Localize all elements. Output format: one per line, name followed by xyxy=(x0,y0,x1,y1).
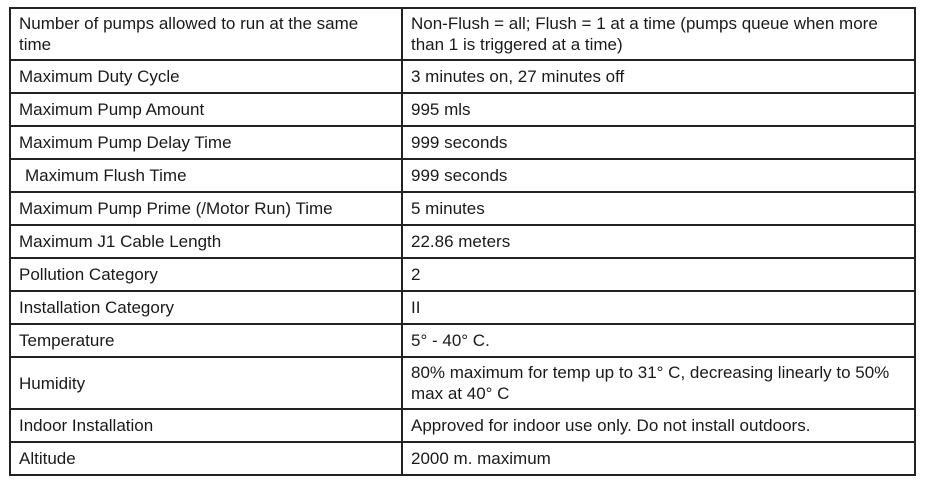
spec-label: Number of pumps allowed to run at the same time xyxy=(10,8,402,60)
spec-label: Maximum Pump Amount xyxy=(10,93,402,126)
spec-value: 80% maximum for temp up to 31° C, decreasing linearly to 50% max at 40° C xyxy=(402,357,915,409)
table-row xyxy=(10,357,915,409)
table-row xyxy=(10,225,915,258)
spec-label: Maximum Pump Delay Time xyxy=(10,126,402,159)
spec-value: 5° - 40° C. xyxy=(402,324,915,357)
spec-label: Pollution Category xyxy=(10,258,402,291)
spec-label: Maximum Pump Prime (/Motor Run) Time xyxy=(10,192,402,225)
specifications-table-body xyxy=(10,8,915,475)
table-row xyxy=(10,442,915,475)
table-row xyxy=(10,324,915,357)
table-row xyxy=(10,258,915,291)
spec-label: Maximum Duty Cycle xyxy=(10,60,402,93)
table-row xyxy=(10,126,915,159)
spec-value: II xyxy=(402,291,915,324)
table-row xyxy=(10,409,915,442)
spec-label: Maximum Flush Time xyxy=(10,159,402,192)
spec-value: 3 minutes on, 27 minutes off xyxy=(402,60,915,93)
spec-value: 999 seconds xyxy=(402,159,915,192)
spec-value: 2 xyxy=(402,258,915,291)
spec-label: Altitude xyxy=(10,442,402,475)
table-row xyxy=(10,192,915,225)
spec-label: Maximum J1 Cable Length xyxy=(10,225,402,258)
spec-value: 999 seconds xyxy=(402,126,915,159)
spec-label: Humidity xyxy=(10,357,402,409)
table-row xyxy=(10,93,915,126)
spec-value: Non-Flush = all; Flush = 1 at a time (pumps queue when more than 1 is triggered at a time) xyxy=(402,8,915,60)
spec-value: 2000 m. maximum xyxy=(402,442,915,475)
table-row xyxy=(10,8,915,60)
spec-value: 22.86 meters xyxy=(402,225,915,258)
table-row xyxy=(10,60,915,93)
spec-value: 5 minutes xyxy=(402,192,915,225)
specifications-table xyxy=(9,7,916,476)
table-row xyxy=(10,291,915,324)
table-row xyxy=(10,159,915,192)
spec-value: Approved for indoor use only. Do not install outdoors. xyxy=(402,409,915,442)
spec-value: 995 mls xyxy=(402,93,915,126)
spec-label: Installation Category xyxy=(10,291,402,324)
spec-label: Indoor Installation xyxy=(10,409,402,442)
spec-label: Temperature xyxy=(10,324,402,357)
